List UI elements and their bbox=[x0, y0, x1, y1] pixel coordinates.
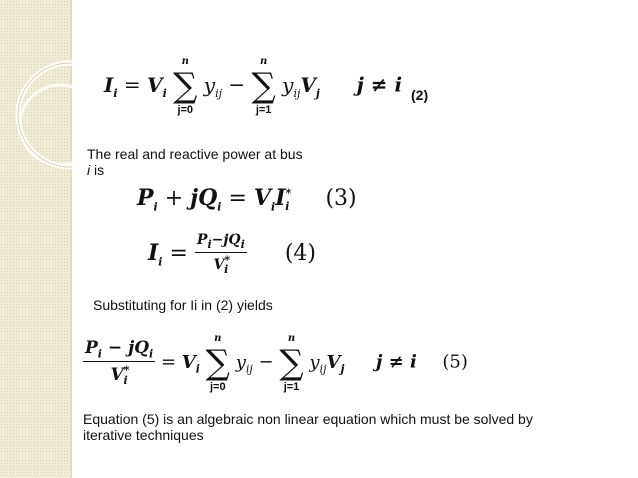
summation-j0: n ∑ j=0 bbox=[173, 56, 198, 116]
summation-j1-eq5: n ∑ j=1 bbox=[279, 332, 304, 393]
summation-j1: n ∑ j=1 bbox=[251, 56, 276, 116]
equation-2: $I_i = V_i$ n ∑ j=0 $y_{ij}$ − n ∑ j=1 $y_{ij}V_j$ j ≠ i bbox=[104, 56, 403, 116]
substituting-text: Substituting for Ii in (2) yields bbox=[93, 297, 273, 313]
equation-4-tag: (4) bbox=[284, 241, 316, 267]
power-description: The real and reactive power at bus i is bbox=[87, 146, 303, 178]
conclusion-text: Equation (5) is an algebraic non linear equation which must be solved by iterative techniques bbox=[83, 411, 533, 443]
equation-4: $I_i$ = $\frac{P_i-jQ_i}{V^*_i}$ (4) bbox=[148, 232, 316, 277]
not-equal-condition: j ≠ i bbox=[356, 72, 403, 97]
not-equal-condition-eq5: j ≠ i bbox=[375, 351, 417, 373]
equation-3-tag: (3) bbox=[325, 186, 357, 211]
equation-5: $\frac{P_i - jQ_i}{V^*_i}$ = $V_i$ n ∑ j=0 $y_{ij}$ − n ∑ j=1 $y_{ij}V_j$ j ≠ i (5) bbox=[85, 332, 468, 393]
equation-5-tag: (5) bbox=[442, 351, 468, 373]
equation-3: $P_i + jQ_i = V_iI^*_i$ (3) bbox=[137, 185, 357, 214]
summation-j0-eq5: n ∑ j=0 bbox=[205, 332, 230, 393]
equation-2-tag: (2) bbox=[411, 87, 429, 103]
